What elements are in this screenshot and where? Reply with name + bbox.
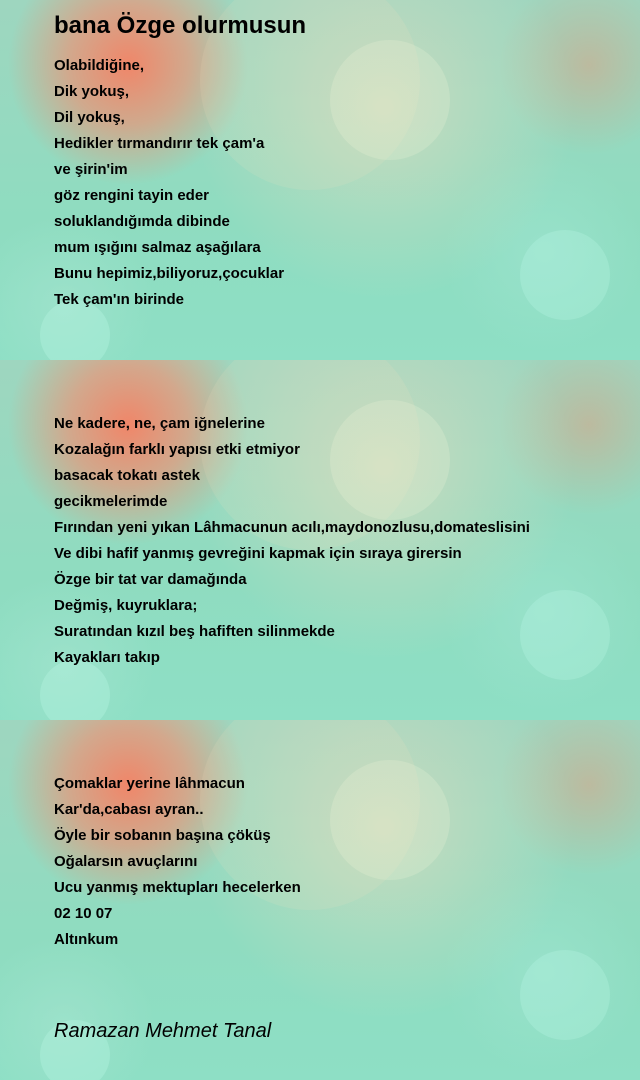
poem-panel-2: [0, 360, 640, 720]
poem-title: bana Özge olurmusun: [54, 12, 307, 39]
poem-line: Hedikler tırmandırır tek çam'a: [54, 135, 265, 152]
poem-line: Kar'da,cabası ayran..: [54, 801, 204, 818]
bokeh-circle: [330, 760, 450, 880]
poem-line: göz rengini tayin eder: [54, 187, 210, 204]
poem-line: Dik yokuş,: [54, 83, 130, 100]
poem-author: Ramazan Mehmet Tanal: [54, 1020, 272, 1042]
poem-line: Ne kadere, ne, çam iğnelerine: [54, 415, 265, 432]
poem-line: mum ışığını salmaz aşağılara: [54, 239, 261, 256]
poem-line: Ve dibi hafif yanmış gevreğini kapmak için sıraya girersin: [54, 545, 462, 562]
poem-line: basacak tokatı astek: [54, 467, 200, 484]
poem-line: Kozalağın farklı yapısı etki etmiyor: [54, 441, 300, 458]
poem-line: Özge bir tat var damağında: [54, 571, 247, 588]
poem-panel-3: [0, 720, 640, 1080]
poem-line: Tek çam'ın birinde: [54, 291, 184, 308]
poem-line: Bunu hepimiz,biliyoruz,çocuklar: [54, 265, 285, 282]
poem-line: soluklandığımda dibinde: [54, 213, 230, 230]
poem-panel-1: [0, 0, 640, 360]
stanza-3: [54, 771, 301, 953]
bokeh-circle: [520, 950, 610, 1040]
poem-line: Suratından kızıl beş hafiften silinmekde: [54, 623, 335, 640]
poem-line: Fırından yeni yıkan Lâhmacunun acılı,maydonozlusu,domateslisini: [54, 519, 530, 536]
poem-line: Oğalarsın avuçlarını: [54, 853, 198, 870]
bokeh-circle: [520, 230, 610, 320]
poem-line: Ucu yanmış mektupları hecelerken: [54, 879, 301, 896]
poem-line: Olabildiğine,: [54, 57, 145, 74]
poem-line: Değmiş, kuyruklara;: [54, 597, 198, 614]
bokeh-circle: [330, 40, 450, 160]
stanza-1: [54, 53, 284, 313]
poem-line: gecikmelerimde: [54, 493, 168, 510]
poem-line: Çomaklar yerine lâhmacun: [54, 775, 245, 792]
poem-line: Öyle bir sobanın başına çöküş: [54, 827, 271, 844]
stanza-2: [54, 411, 530, 671]
poem-line: Dil yokuş,: [54, 109, 125, 126]
bokeh-circle: [520, 590, 610, 680]
poem-line: Altınkum: [54, 931, 119, 948]
poem-line: ve şirin'im: [54, 161, 128, 178]
poem-line: 02 10 07: [54, 905, 113, 922]
poem-line: Kayakları takıp: [54, 649, 160, 666]
